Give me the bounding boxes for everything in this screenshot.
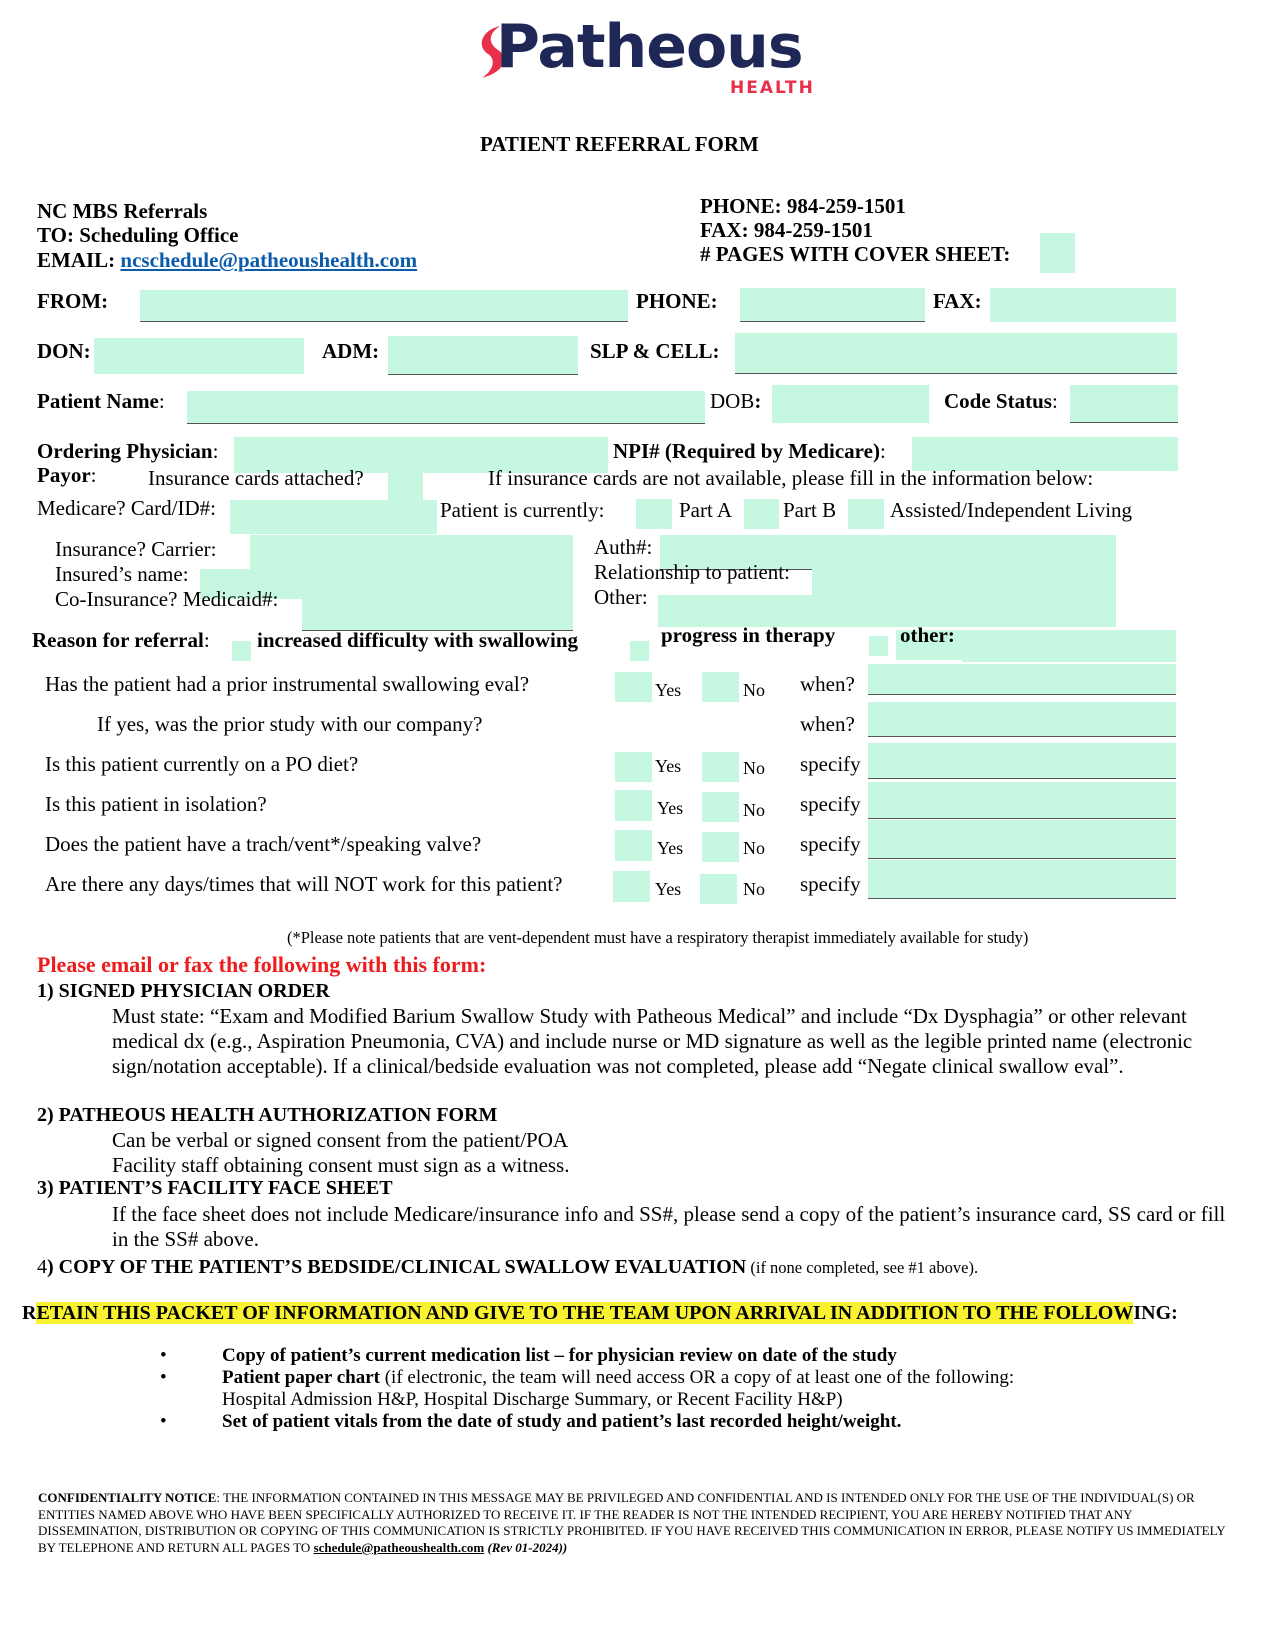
don-label: DON: bbox=[37, 339, 91, 363]
item3-text: If the face sheet does not include Medicare/insurance info and SS#, please send a copy of the patient’s insurance card, SS card or fill in the SS# above. bbox=[112, 1202, 1226, 1251]
days-times-specify-field[interactable] bbox=[868, 860, 1176, 899]
coinsurance-label: Co-Insurance? Medicaid#: bbox=[55, 587, 279, 611]
npi-colon: : bbox=[879, 439, 886, 463]
code-status-field[interactable] bbox=[1070, 385, 1178, 423]
po-diet-yes-label: Yes bbox=[655, 756, 682, 776]
npi-text: NPI# (Required by Medicare) bbox=[613, 439, 880, 463]
reason-swallowing-checkbox[interactable] bbox=[232, 641, 251, 661]
reason-progress-label: progress in therapy bbox=[661, 623, 836, 647]
item2-line2: Facility staff obtaining consent must sign as a witness. bbox=[112, 1153, 570, 1177]
assisted-living-label: Assisted/Independent Living bbox=[890, 498, 1133, 522]
insurance-carrier-field[interactable] bbox=[250, 535, 573, 569]
reason-text: Reason for referral bbox=[32, 628, 204, 652]
bullet-2-line2: Hospital Admission H&P, Hospital Discharge Summary, or Recent Facility H&P) bbox=[222, 1389, 843, 1410]
item4-note: (if none completed, see #1 above). bbox=[746, 1258, 979, 1277]
reason-label bbox=[32, 628, 210, 653]
prior-eval-when-label: when? bbox=[800, 672, 855, 696]
from-label: FROM: bbox=[37, 289, 109, 313]
prior-eval-no-checkbox[interactable] bbox=[702, 672, 739, 702]
auth-label: Auth#: bbox=[594, 535, 653, 559]
ordering-physician-label bbox=[37, 439, 218, 464]
prior-eval-yes-checkbox[interactable] bbox=[615, 672, 652, 702]
patient-name-colon: : bbox=[158, 389, 165, 413]
trach-specify-label: specify bbox=[800, 832, 861, 856]
isolation-yes-label: Yes bbox=[657, 798, 684, 818]
item1-title: 1) SIGNED PHYSICIAN ORDER bbox=[37, 980, 330, 1002]
pages-label: # PAGES WITH COVER SHEET: bbox=[700, 242, 1011, 266]
logo-wordmark: Patheous bbox=[496, 12, 803, 82]
payor-text: Payor bbox=[37, 463, 91, 487]
isolation-specify-label: specify bbox=[800, 792, 861, 816]
reason-other-checkbox[interactable] bbox=[869, 636, 888, 656]
isolation-no-checkbox[interactable] bbox=[702, 792, 739, 822]
prior-company-when-field[interactable] bbox=[868, 702, 1176, 737]
question-trach: Does the patient have a trach/vent*/speaking valve? bbox=[45, 832, 482, 856]
code-status-text: Code Status bbox=[944, 389, 1052, 413]
reason-other-label: other: bbox=[900, 623, 955, 647]
slp-label: SLP & CELL: bbox=[590, 339, 720, 363]
relationship-field[interactable] bbox=[812, 569, 1116, 595]
question-po-diet: Is this patient currently on a PO diet? bbox=[45, 752, 359, 776]
payor-label bbox=[37, 463, 97, 488]
email-link[interactable]: ncschedule@patheoushealth.com bbox=[120, 248, 418, 272]
days-times-yes-checkbox[interactable] bbox=[613, 871, 650, 902]
bullet-3-dot: • bbox=[160, 1411, 167, 1432]
ordering-physician-text: Ordering Physician bbox=[37, 439, 213, 463]
item2-line1: Can be verbal or signed consent from the patient/POA bbox=[112, 1128, 569, 1152]
dob-colon: : bbox=[754, 389, 762, 413]
code-status-colon: : bbox=[1051, 389, 1058, 413]
confidentiality-notice bbox=[38, 1490, 1238, 1556]
po-diet-yes-checkbox[interactable] bbox=[615, 752, 652, 782]
po-diet-specify-label: specify bbox=[800, 752, 861, 776]
email-line bbox=[37, 248, 417, 273]
phone-field[interactable] bbox=[740, 288, 925, 322]
revision-note: (Rev 01-2024)) bbox=[484, 1539, 568, 1555]
trach-no-label: No bbox=[743, 838, 765, 858]
item4-title: ) COPY OF THE PATIENT’S BEDSIDE/CLINICAL SWALLOW EVALUATION bbox=[47, 1256, 747, 1278]
to-line: TO: Scheduling Office bbox=[37, 223, 239, 247]
code-status-label bbox=[944, 389, 1058, 414]
po-diet-no-label: No bbox=[743, 758, 765, 778]
trach-no-checkbox[interactable] bbox=[702, 832, 739, 862]
trach-yes-label: Yes bbox=[657, 838, 684, 858]
days-times-no-checkbox[interactable] bbox=[700, 874, 737, 904]
item4-num: 4 bbox=[37, 1256, 47, 1278]
pages-count-field[interactable] bbox=[1040, 233, 1075, 273]
reason-other-field[interactable] bbox=[962, 630, 1176, 662]
medicaid-field[interactable] bbox=[302, 599, 573, 631]
trach-yes-checkbox[interactable] bbox=[615, 830, 652, 861]
ordering-physician-colon: : bbox=[212, 439, 219, 463]
patient-name-label bbox=[37, 389, 165, 414]
don-field[interactable] bbox=[94, 338, 304, 374]
reason-swallowing-label: increased difficulty with swallowing bbox=[257, 628, 579, 652]
part-b-label: Part B bbox=[783, 498, 837, 522]
isolation-yes-checkbox[interactable] bbox=[615, 790, 652, 821]
adm-field[interactable] bbox=[388, 336, 578, 375]
patheous-logo bbox=[478, 12, 823, 98]
bullet-2-text bbox=[222, 1367, 1014, 1389]
reason-progress-checkbox[interactable] bbox=[630, 641, 649, 661]
vent-note: (*Please note patients that are vent-dependent must have a respiratory therapist immediately available for study) bbox=[287, 928, 1029, 947]
phone-line: PHONE: 984-259-1501 bbox=[700, 194, 906, 218]
patient-name-field[interactable] bbox=[187, 391, 705, 424]
question-isolation: Is this patient in isolation? bbox=[45, 792, 267, 816]
days-times-specify-label: specify bbox=[800, 872, 861, 896]
reason-colon: : bbox=[203, 628, 210, 652]
fax-line: FAX: 984-259-1501 bbox=[700, 218, 873, 242]
days-times-no-label: No bbox=[743, 879, 765, 899]
slp-cell-field[interactable] bbox=[735, 333, 1177, 374]
part-a-label: Part A bbox=[679, 498, 733, 522]
insurance-carrier-label: Insurance? Carrier: bbox=[55, 537, 217, 561]
insurance-cards-checkbox[interactable] bbox=[388, 472, 423, 502]
dob-label bbox=[710, 389, 761, 414]
prior-eval-no-label: No bbox=[743, 680, 765, 700]
bullet-2-rest: (if electronic, the team will need access OR a copy of at least one of the following: bbox=[379, 1367, 1015, 1388]
payor-colon: : bbox=[90, 463, 97, 487]
po-diet-no-checkbox[interactable] bbox=[702, 752, 739, 782]
retain-pre: R bbox=[22, 1302, 37, 1324]
prior-eval-when-field[interactable] bbox=[868, 664, 1176, 695]
npi-label bbox=[613, 439, 886, 464]
email-label: EMAIL: bbox=[37, 248, 116, 272]
part-a-checkbox[interactable] bbox=[636, 499, 672, 529]
org-name: NC MBS Referrals bbox=[37, 199, 208, 223]
adm-label: ADM: bbox=[322, 339, 380, 363]
fax-field[interactable] bbox=[990, 288, 1176, 322]
assisted-living-checkbox[interactable] bbox=[848, 499, 884, 529]
isolation-specify-field[interactable] bbox=[868, 782, 1176, 819]
from-field[interactable] bbox=[140, 290, 628, 322]
item1-text: Must state: “Exam and Modified Barium Swallow Study with Patheous Medical” and include “Dx Dysphagia” or other relevant medical dx (e.g., Aspiration Pneumonia, CVA) and include nurse or MD signature as well as the legible printed name (electronic sign/notation acceptable). If a clinical/bedside evaluation was not completed, please add “Negate clinical swallow eval”. bbox=[112, 1004, 1193, 1078]
isolation-no-label: No bbox=[743, 800, 765, 820]
insurance-cards-label: Insurance cards attached? bbox=[148, 466, 364, 490]
dob-field[interactable] bbox=[772, 385, 929, 423]
confidentiality-label: CONFIDENTIALITY NOTICE bbox=[38, 1490, 217, 1505]
bullet-3-text: Set of patient vitals from the date of study and patient’s last recorded height/weight. bbox=[222, 1411, 902, 1432]
dob-text: DOB bbox=[710, 389, 755, 413]
question-prior-company: If yes, was the prior study with our company? bbox=[97, 712, 483, 736]
phone-label: PHONE: bbox=[636, 289, 718, 313]
insured-name-label: Insured’s name: bbox=[55, 562, 189, 586]
patient-currently-label: Patient is currently: bbox=[440, 498, 605, 522]
instructions-heading: Please email or fax the following with this form: bbox=[37, 952, 487, 977]
confidentiality-email-link[interactable]: schedule@patheoushealth.com bbox=[313, 1539, 485, 1555]
medicare-label: Medicare? Card/ID#: bbox=[37, 496, 217, 520]
medicare-id-field[interactable] bbox=[230, 500, 437, 534]
days-times-yes-label: Yes bbox=[655, 879, 682, 899]
item4-line bbox=[37, 1256, 978, 1279]
retain-banner bbox=[22, 1302, 1178, 1325]
patient-name-text: Patient Name bbox=[37, 389, 159, 413]
prior-eval-yes-label: Yes bbox=[655, 680, 682, 700]
prior-company-when-label: when? bbox=[800, 712, 855, 736]
question-days-times: Are there any days/times that will NOT work for this patient? bbox=[45, 872, 563, 896]
bullet-1-text: Copy of patient’s current medication list – for physician review on date of the study bbox=[222, 1345, 897, 1366]
po-diet-specify-field[interactable] bbox=[868, 743, 1176, 779]
bullet-2-dot: • bbox=[160, 1367, 167, 1388]
bullet-2-bold: Patient paper chart bbox=[222, 1367, 380, 1388]
question-prior-eval: Has the patient had a prior instrumental swallowing eval? bbox=[45, 672, 530, 696]
part-b-checkbox[interactable] bbox=[744, 499, 779, 529]
bullet-1-dot: • bbox=[160, 1345, 167, 1366]
retain-post: ING: bbox=[1133, 1302, 1178, 1324]
page-title: PATIENT REFERRAL FORM bbox=[480, 132, 759, 156]
insurance-note: If insurance cards are not available, please fill in the information below: bbox=[488, 466, 1094, 490]
other-label: Other: bbox=[594, 585, 648, 609]
item2-title: 2) PATHEOUS HEALTH AUTHORIZATION FORM bbox=[37, 1104, 498, 1126]
relationship-label: Relationship to patient: bbox=[594, 560, 790, 584]
confidentiality-text: : THE INFORMATION CONTAINED IN THIS MESSAGE MAY BE PRIVILEGED AND CONFIDENTIAL AND IS INTENDED ONLY FOR THE USE OF THE INDIVIDUAL(S) OR ENTITIES NAMED ABOVE WHO HAVE BEEN SPECIFICALLY AUTHORIZED TO RECEIVE IT. IF THE READER IS NOT THE INTENDED RECIPIENT, YOU ARE HEREBY NOTIFIED THAT ANY DISSEMINATION, DISTRIBUTION OR COPYING OF THIS COMMUNICATION IS STRICTLY PROHIBITED. IF YOU HAVE RECEIVED THIS COMMUNICATION IN ERROR, PLEASE NOTIFY US IMMEDIATELY BY TELEPHONE AND RETURN ALL PAGES TO bbox=[38, 1490, 1226, 1555]
item3-title: 3) PATIENT’S FACILITY FACE SHEET bbox=[37, 1177, 393, 1199]
retain-highlight: ETAIN THIS PACKET OF INFORMATION AND GIVE TO THE TEAM UPON ARRIVAL IN ADDITION TO THE FOLLOW bbox=[36, 1302, 1134, 1324]
logo-subtitle: HEALTH bbox=[730, 78, 815, 98]
fax-label: FAX: bbox=[933, 289, 982, 313]
trach-specify-field[interactable] bbox=[868, 820, 1176, 859]
